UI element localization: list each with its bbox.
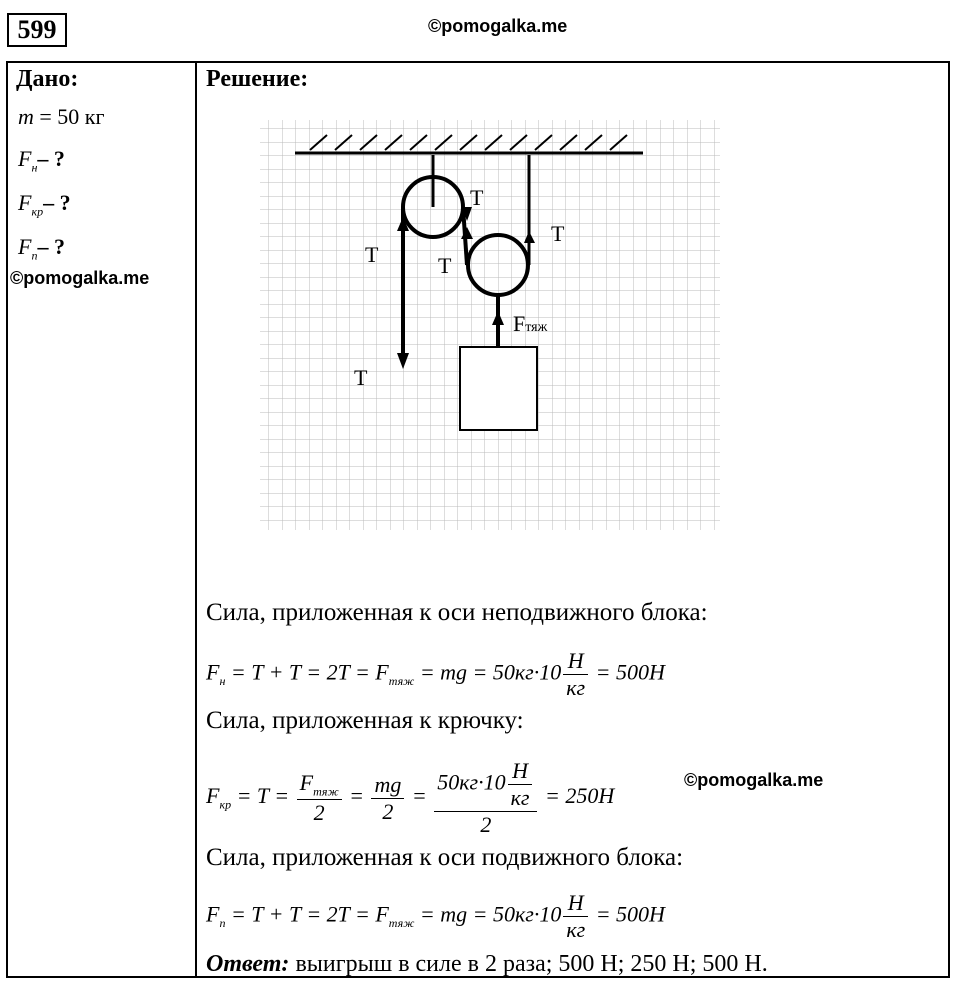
- label-t-2: T: [551, 221, 565, 246]
- given-fkr: $F_{кр}-$ ?: [18, 190, 71, 219]
- label-t-3: T: [438, 253, 452, 278]
- watermark-right: ©pomogalka.me: [684, 770, 824, 790]
- solution-line-3: Сила, приложенная к оси подвижного блока:: [206, 844, 684, 871]
- label-t-4: T: [365, 242, 379, 267]
- given-title: Дано:: [16, 66, 79, 92]
- solution-line-1: Сила, приложенная к оси неподвижного блока:: [206, 599, 708, 626]
- solution-line-2: Сила, приложенная к крючку:: [206, 707, 524, 734]
- answer: Ответ: выигрыш в силе в 2 раза; 500 Н; 250 Н; 500 Н.: [206, 951, 768, 977]
- given-mass: m = 50 кг: [18, 104, 105, 129]
- label-t-1: T: [470, 185, 484, 210]
- formula-hook: $F_{кр} = T$ = $\frac{F_{тяж}}{2}$ = $\frac{mg}{2}$ = 50кг·10 $\frac{H}{кг}$ 2 = 250H: [206, 758, 615, 837]
- given-fn: $F_н-$ ?: [18, 146, 65, 175]
- formula-fixed-pulley: $F_н = T + T = 2T = F_{тяж}$ = mg = 50кг·10 $\frac{H}{кг}$ = 500H: [206, 648, 665, 700]
- watermark-top: ©pomogalka.me: [428, 16, 568, 36]
- pulley-diagram: [255, 115, 725, 535]
- given-fp: $F_п-$ ?: [18, 234, 65, 263]
- label-t-5: T: [354, 365, 368, 390]
- label-f-gravity: Fтяж: [513, 311, 548, 336]
- load-block: [460, 347, 537, 430]
- solution-title: Решение:: [206, 66, 309, 92]
- column-divider: [195, 61, 197, 978]
- grid-background: [260, 120, 720, 530]
- problem-number: 599: [7, 13, 67, 47]
- formula-movable-pulley: $F_п = T + T = 2T = F_{тяж}$ = mg = 50кг·10 $\frac{H}{кг}$ = 500H: [206, 890, 665, 942]
- watermark-left: ©pomogalka.me: [10, 268, 150, 288]
